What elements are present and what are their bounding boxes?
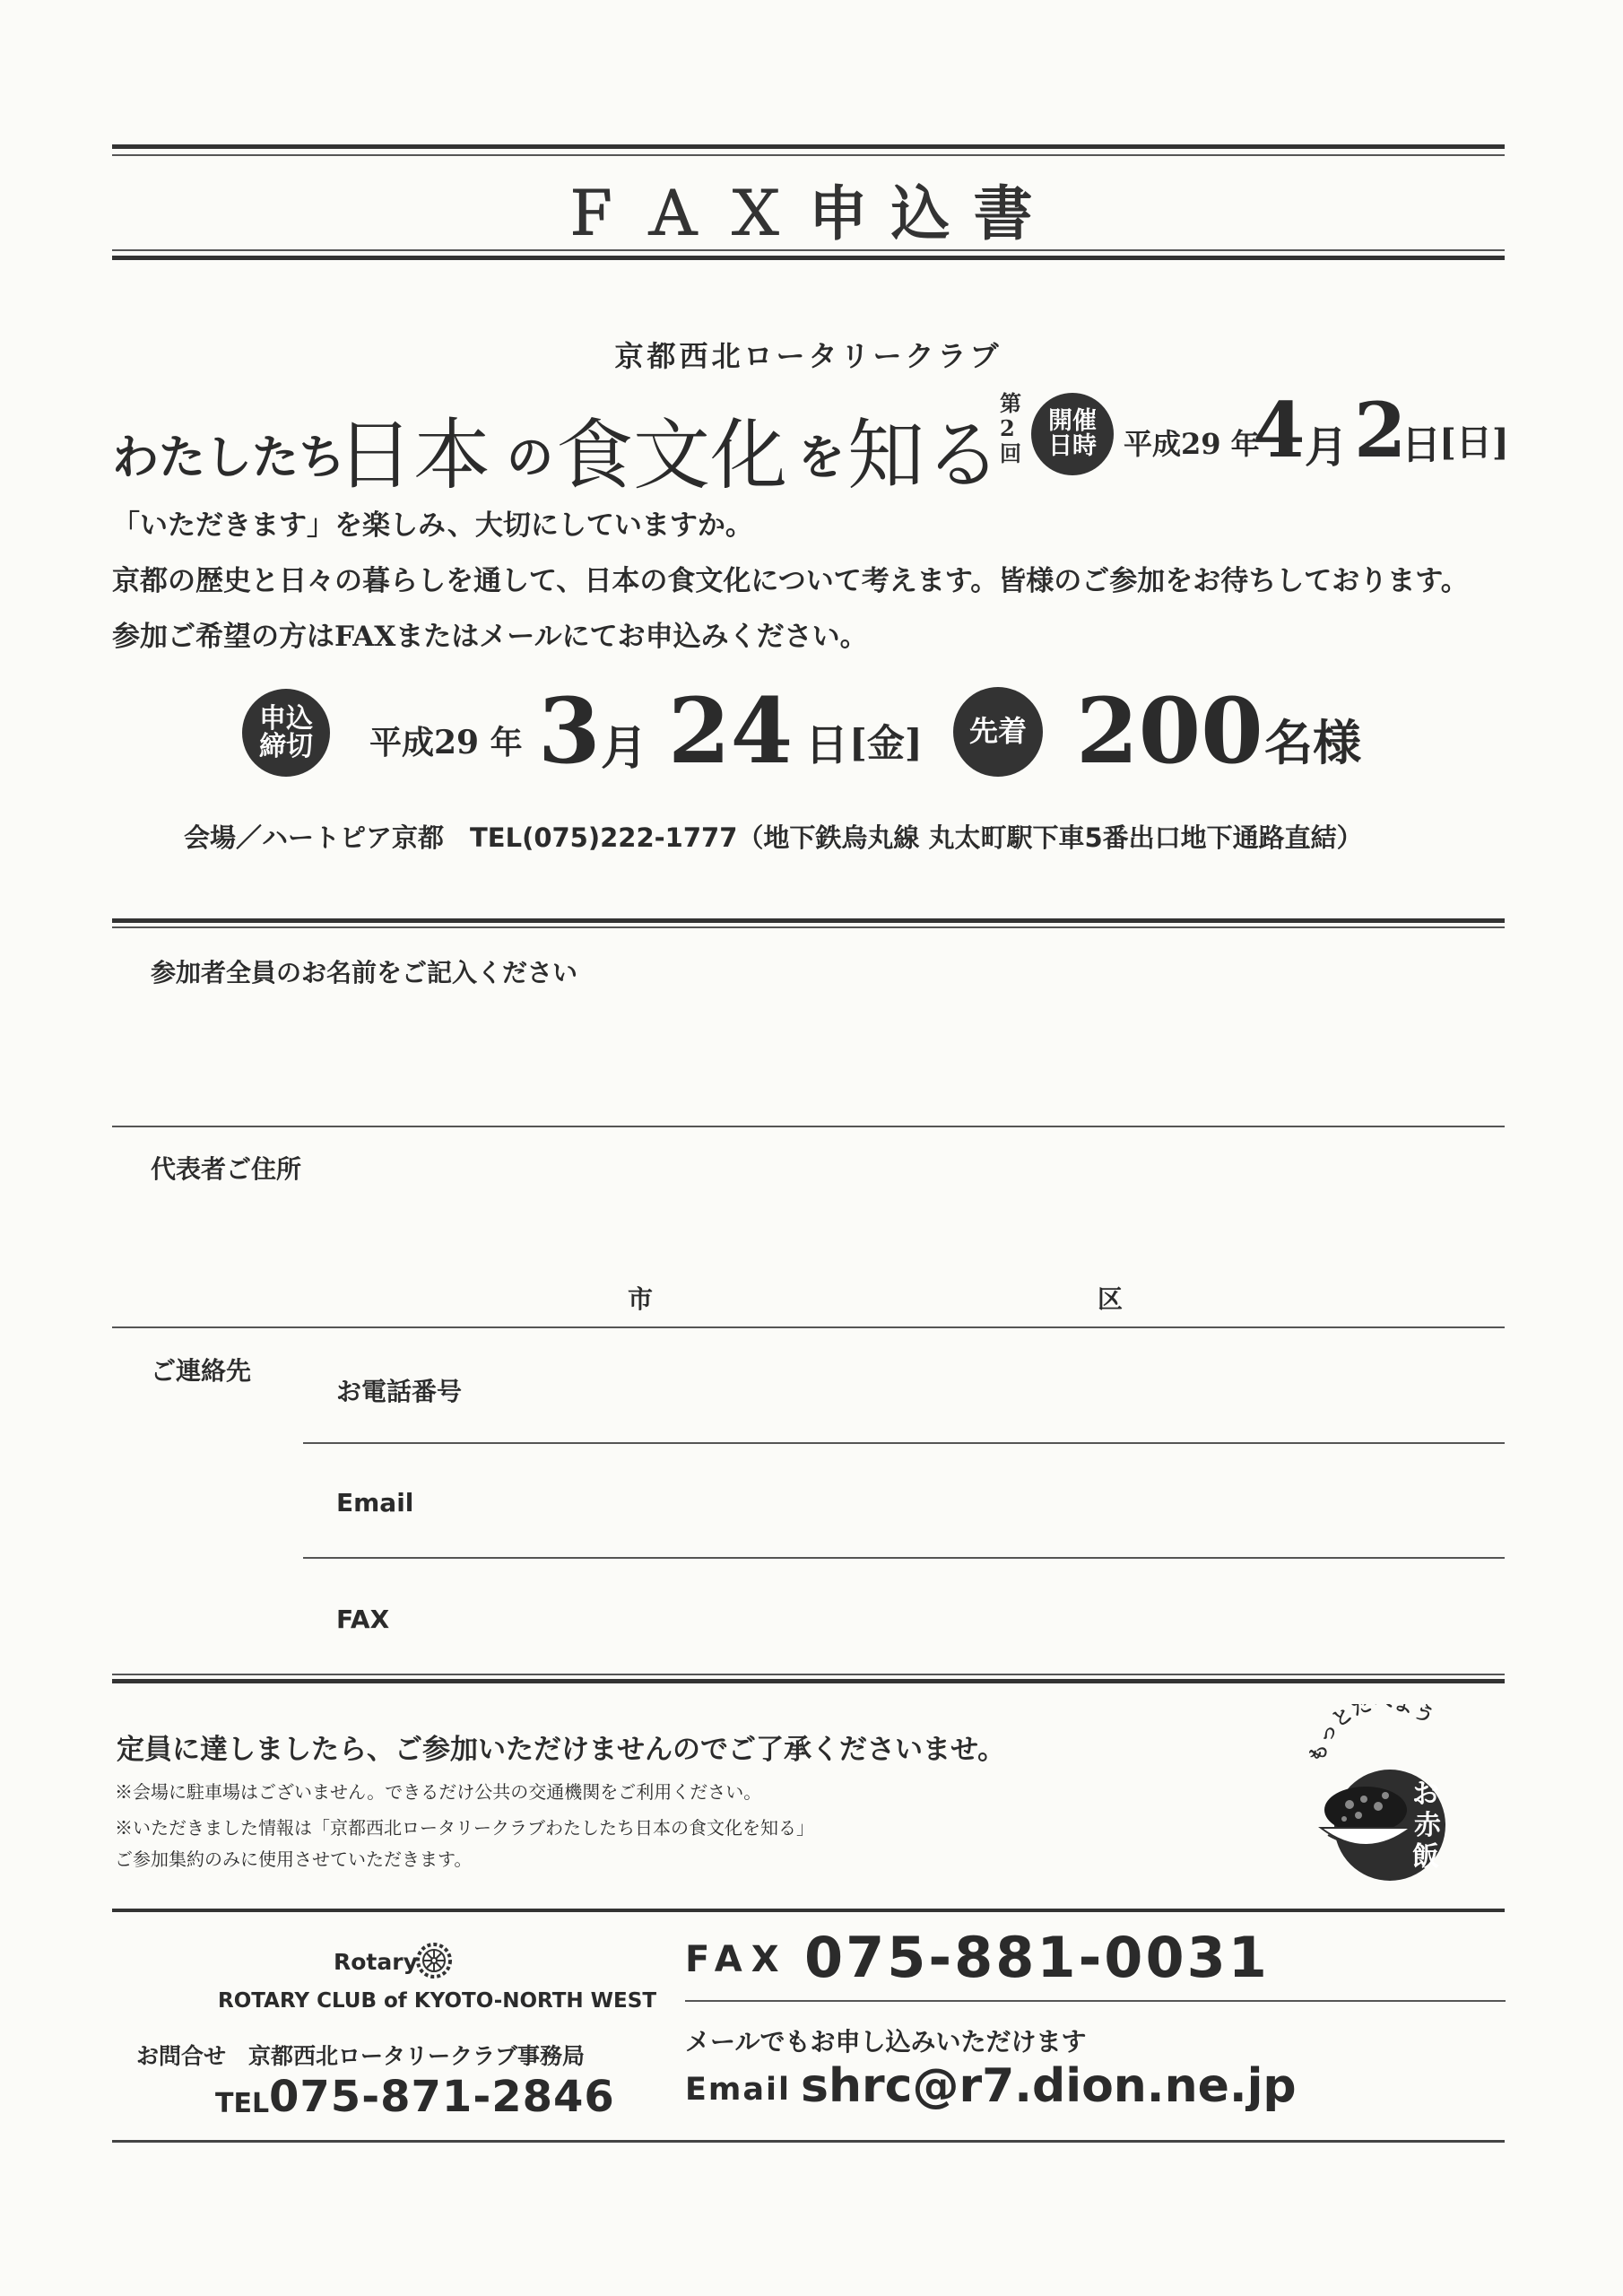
form-rule-top-thin: [112, 926, 1505, 928]
intro-line-1: 「いただきます」を楽しみ、大切にしていますか。: [112, 509, 753, 542]
deadline-month-unit: 月: [601, 721, 648, 776]
address-label: 代表者ご住所: [151, 1154, 302, 1184]
deadline-row: [242, 678, 1408, 784]
title-no: の: [507, 430, 554, 485]
date-day-unit: 日: [1402, 422, 1441, 468]
email-label: Email: [336, 1488, 414, 1518]
title-shoku: 食文化: [556, 411, 787, 500]
intro-line-3: 参加ご希望の方はFAXまたはメールにてお申込みください。: [112, 621, 868, 653]
footer-rule-bottom: [112, 2140, 1505, 2143]
email-address[interactable]: shrc@r7.dion.ne.jp: [801, 2059, 1297, 2113]
svg-text:もっとたべよう: [1306, 1704, 1437, 1765]
logo-char-1: お: [1412, 1779, 1439, 1810]
title-wo: を: [798, 430, 846, 485]
fax-label-footer: FAX: [685, 1939, 788, 1980]
form-rule-top: [112, 918, 1505, 923]
form-rule-bottom: [112, 1679, 1505, 1683]
venue: 会場／ハートピア京都 TEL(075)222-1777（地下鉄烏丸線 丸太町駅下車5番出口地下通路直結）: [184, 822, 1363, 853]
deadline-day: 24: [668, 678, 794, 784]
notes-3: ご参加集約のみに使用させていただきます。: [115, 1848, 473, 1870]
names-field[interactable]: [112, 1126, 1505, 1127]
mail-note: メールでもお申し込みいただけます: [685, 2027, 1087, 2057]
capacity-number: 200: [1076, 678, 1263, 784]
date-weekday: [日]: [1439, 422, 1509, 464]
fax-label: FAX: [336, 1605, 390, 1634]
contact-label: ご連絡先: [151, 1356, 252, 1386]
names-label: 参加者全員のお名前をご記入ください: [151, 958, 578, 987]
capacity-badge: 先着: [953, 687, 1043, 777]
ward-label: 区: [1098, 1284, 1124, 1314]
notes-2: ※いただきました情報は「京都西北ロータリークラブわたしたち日本の食文化を知る」: [115, 1817, 814, 1839]
inquiry: お問合せ 京都西北ロータリークラブ事務局: [136, 2043, 586, 2069]
footer-divider: [685, 2000, 1506, 2002]
footer-rule-top: [112, 1909, 1505, 1912]
phone-label: お電話番号: [336, 1377, 463, 1406]
notes-1: ※会場に駐車場はございません。できるだけ公共の交通機関をご利用ください。: [115, 1781, 762, 1803]
logo-char-2: 赤: [1414, 1810, 1441, 1841]
intro-line-2: 京都の歴史と日々の暮らしを通して、日本の食文化について考えます。皆様のご参加をお待ちしております。: [112, 565, 1469, 597]
title-prefix: わたしたち: [112, 430, 346, 485]
phone-field[interactable]: [303, 1442, 1505, 1444]
rice-bowl-icon: [1305, 1704, 1462, 1883]
header-rule-bottom-thin: [112, 249, 1505, 251]
date-day: 2: [1354, 386, 1407, 474]
email-label-footer: Email: [685, 2072, 791, 2108]
title-shiru: 知る: [847, 411, 1002, 500]
email-field[interactable]: [303, 1557, 1505, 1559]
logo-arc-text: もっとた よう: [1306, 1704, 1438, 1766]
fax-number: 075-881-0031: [804, 1925, 1270, 1990]
tel-number: 075-871-2846: [269, 2072, 615, 2122]
date-month-unit: 月: [1305, 422, 1349, 473]
osekihan-logo: [1305, 1704, 1462, 1883]
form-rule-bottom-thin: [112, 1674, 1505, 1675]
page-title: ＦＡＸ申込書: [560, 178, 1056, 248]
event-title: [112, 386, 1511, 500]
header-rule-top: [112, 144, 1505, 149]
club-name: ROTARY CLUB of KYOTO-NORTH WEST: [218, 1989, 657, 2013]
logo-char-3: 飯: [1412, 1841, 1439, 1873]
edition: 第2回: [1000, 390, 1021, 466]
date-era: 平成29 年: [1124, 427, 1260, 461]
deadline-day-unit: 日: [805, 720, 849, 770]
tel-label: TEL: [215, 2088, 270, 2119]
header-rule-bottom: [112, 256, 1505, 260]
organizer: 京都西北ロータリークラブ: [614, 339, 1002, 373]
date-month: 4: [1253, 386, 1306, 474]
deadline-month: 3: [538, 678, 601, 784]
notes-main: 定員に達しましたら、ご参加いただけませんのでご了承くださいませ。: [117, 1734, 1006, 1766]
deadline-weekday: [金]: [849, 721, 923, 765]
title-nihon: 日本: [336, 411, 490, 500]
rotary-wheel-icon: [414, 1941, 454, 1980]
city-label: 市: [628, 1284, 654, 1314]
capacity-unit: 名様: [1264, 714, 1361, 771]
deadline-badge: 申込締切: [242, 689, 330, 777]
deadline-era: 平成29 年: [369, 724, 523, 761]
header-rule-top-thin: [112, 154, 1505, 156]
address-field[interactable]: [112, 1326, 1505, 1328]
date-badge: 開催日時: [1031, 393, 1114, 475]
rotary-word: Rotary: [334, 1949, 418, 1975]
